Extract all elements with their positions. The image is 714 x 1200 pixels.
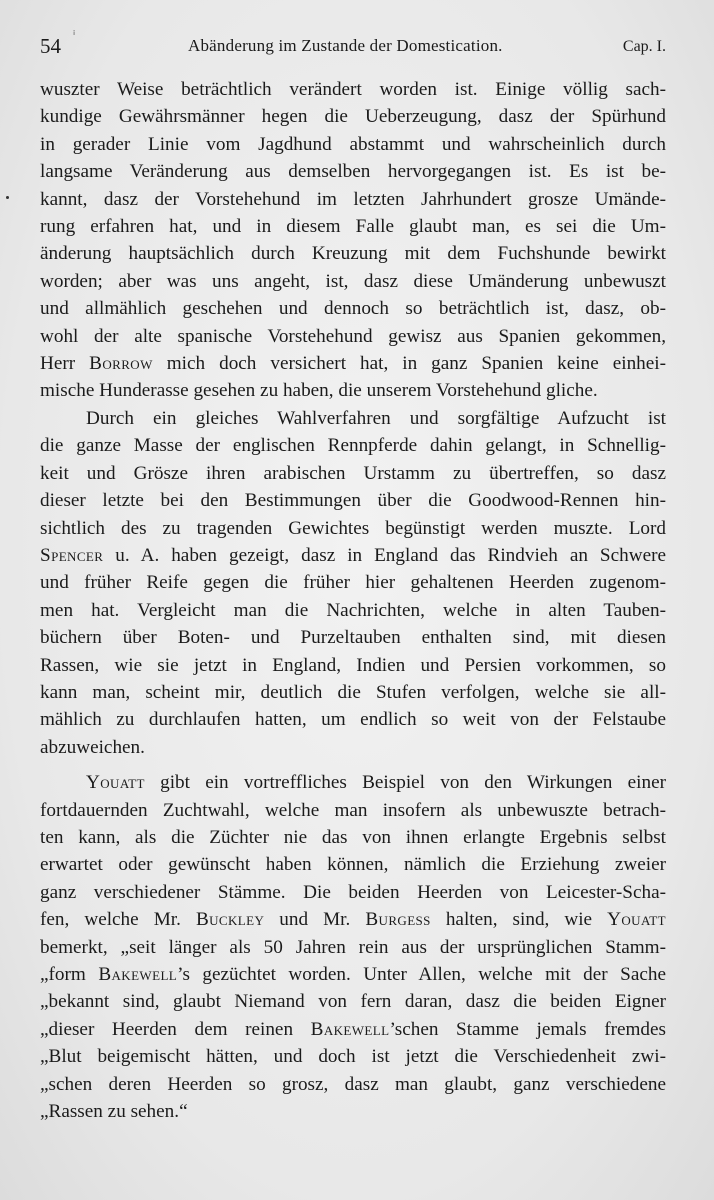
paragraph-3	[40, 769, 666, 1125]
text-line: sichtlich des zu tragenden Gewichtes begünstigt werden muszte. Lord	[40, 517, 666, 539]
text-line: mählich zu durchlaufen hatten, um endlich so weit von der Felstaube	[40, 709, 666, 731]
text-fragment: und Mr.	[264, 909, 366, 931]
text-line: abzuweichen.	[40, 736, 145, 758]
text-fragment: ’schen Stamme jemals fremdes	[389, 1018, 666, 1040]
text-line: worden; aber was uns angeht, ist, dasz diese Umänderung unbewuszt	[40, 270, 666, 292]
name-buckley: Buckley	[195, 909, 265, 931]
text-line: und allmählich geschehen und dennoch so beträchtlich ist, dasz, ob-	[40, 298, 666, 320]
paragraph-2	[40, 405, 666, 761]
running-head	[40, 28, 674, 62]
text-line: „Blut beigemischt hätten, und doch ist jetzt die Verschiedenheit zwi-	[40, 1046, 666, 1068]
margin-mark	[6, 196, 9, 199]
text-line: kannt, dasz der Vorstehehund im letzten Jahrhundert grosze Umände-	[40, 188, 666, 210]
text-line: Rassen, wie sie jetzt in England, Indien und Persien vorkommen, so	[40, 654, 666, 676]
text-line: „bekannt sind, glaubt Niemand von fern daran, dasz die beiden Eigner	[40, 991, 666, 1013]
text-line: kundige Gewährsmänner hegen die Ueberzeugung, dasz der Spürhund	[40, 106, 666, 128]
text-line: änderung hauptsächlich durch Kreuzung mit dem Fuchshunde bewirkt	[40, 243, 666, 265]
text-line: Durch ein gleiches Wahlverfahren und sorgfältige Aufzucht ist	[86, 407, 666, 429]
name-bakewell: Bakewell	[98, 964, 178, 985]
paragraph-1	[40, 76, 666, 405]
text-line	[40, 542, 666, 569]
page-number-mark: ⁱ	[73, 28, 76, 42]
text-line: die ganze Masse der englischen Rennpferde dahin gelangt, in Schnellig-	[40, 435, 666, 457]
text-fragment: u. A. haben gezeigt, dasz in England das Rindvieh an Schwere	[103, 544, 666, 566]
name-youatt: Youatt	[607, 909, 666, 931]
name-youatt: Youatt	[86, 772, 145, 794]
text-line: erwartet oder gewünscht haben können, nämlich die Erziehung zweier	[40, 854, 666, 876]
text-fragment: gibt ein vortreffliches Beispiel von den Wirkungen einer	[144, 772, 666, 794]
text-line	[40, 350, 666, 377]
text-line: dieser letzte bei den Bestimmungen über die Goodwood-Rennen hin-	[40, 490, 666, 512]
text-line: ten kann, als die Züchter nie das von ihnen erlangte Ergebnis selbst	[40, 826, 666, 848]
name-borrow: Borrow	[89, 353, 153, 375]
text-line: mische Hunderasse gesehen zu haben, die unserem Vorstehehund gliche.	[40, 380, 598, 402]
text-line: langsame Veränderung aus demselben hervorgegangen ist. Es ist be-	[40, 161, 666, 183]
text-line: keit und Grösze ihren arabischen Urstamm zu übertreffen, so dasz	[40, 462, 666, 484]
page-number: 54	[40, 34, 61, 58]
name-burgess: Burgess	[365, 909, 431, 931]
text-fragment: fen, welche Mr.	[40, 909, 196, 931]
text-line	[40, 961, 666, 988]
text-fragment: Herr	[40, 353, 90, 375]
text-line: men hat. Vergleicht man die Nachrichten, welche in alten Tauben-	[40, 599, 666, 621]
text-fragment: „dieser Heerden dem reinen	[40, 1018, 311, 1040]
text-line: in gerader Linie vom Jagdhund abstammt und wahrscheinlich durch	[40, 133, 666, 155]
paragraph-gap	[40, 761, 666, 769]
text-line: wohl der alte spanische Vorstehehund gewisz aus Spanien gekommen,	[40, 325, 666, 347]
running-title: Abänderung im Zustande der Domestication.	[188, 36, 503, 55]
body-text	[40, 76, 666, 1125]
text-line: rung erfahren hat, und in diesem Falle glaubt man, es sei die Um-	[40, 216, 666, 238]
text-line	[40, 1016, 666, 1043]
text-fragment: mich doch versichert hat, in ganz Spanien keine einhei-	[152, 353, 666, 375]
text-line: büchern über Boten- und Purzeltauben enthalten sind, mit diesen	[40, 627, 666, 649]
text-line: „schen deren Heerden so grosz, dasz man glaubt, ganz verschiedene	[40, 1073, 666, 1095]
text-line	[40, 906, 666, 933]
text-line: ganz verschiedener Stämme. Die beiden Heerden von Leicester-Scha-	[40, 881, 666, 903]
name-spencer: Spencer	[40, 544, 104, 566]
text-fragment: halten, sind, wie	[430, 909, 608, 931]
text-line: „Rassen zu sehen.“	[40, 1101, 188, 1123]
text-line: und früher Reife gegen die früher hier gehaltenen Heerden zugenom-	[40, 572, 666, 594]
text-line: bemerkt, „seit länger als 50 Jahren rein aus der ursprünglichen Stamm-	[40, 936, 666, 958]
text-line: wuszter Weise beträchtlich verändert worden ist. Einige völlig sach-	[40, 79, 666, 100]
name-bakewell: Bakewell	[310, 1018, 390, 1040]
text-fragment: „form	[40, 964, 99, 985]
text-line: kann man, scheint mir, deutlich die Stufen verfolgen, welche sie all-	[40, 681, 666, 703]
text-fragment: ’s gezüchtet worden. Unter Allen, welche mit der Sache	[177, 964, 666, 985]
text-line	[40, 769, 666, 796]
text-line: fortdauernden Zuchtwahl, welche man insofern als unbewuszte betrach-	[40, 799, 666, 821]
chapter-label: Cap. I.	[622, 38, 666, 55]
